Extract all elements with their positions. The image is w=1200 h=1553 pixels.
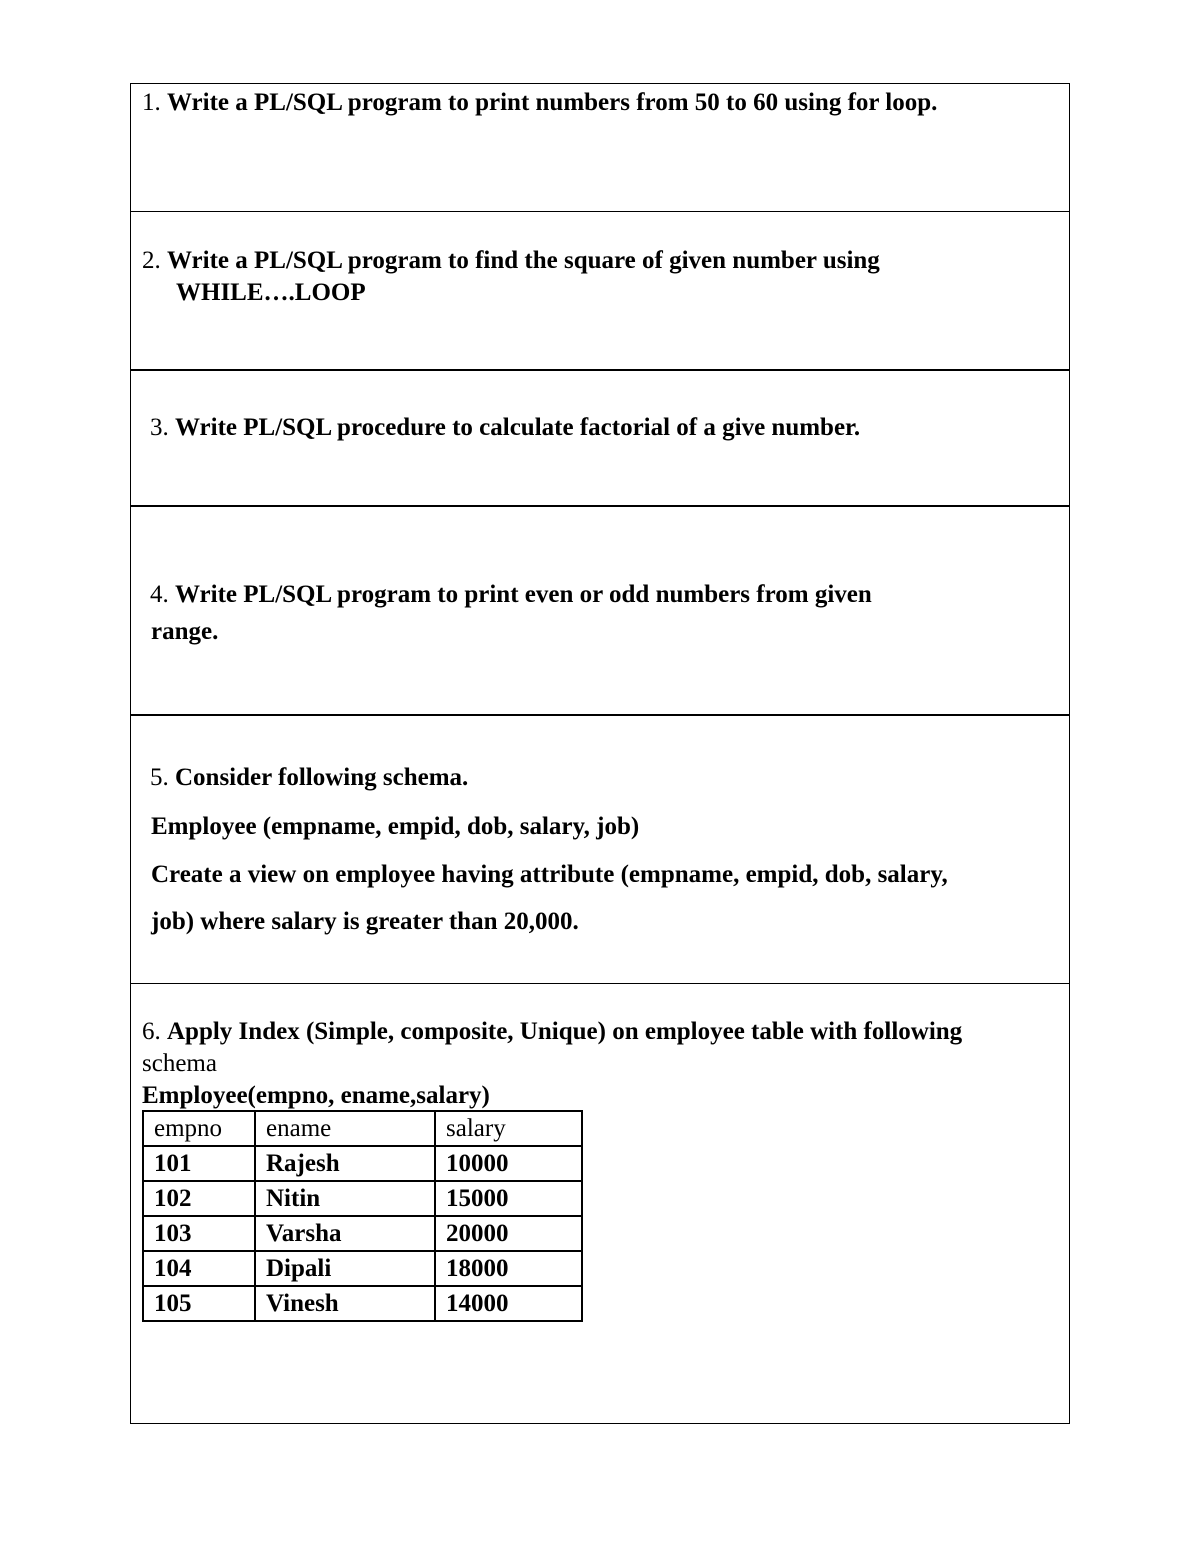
question-2: [142, 245, 880, 277]
table-row: [143, 1251, 582, 1286]
question-5-number: 5.: [150, 764, 169, 791]
question-1: [142, 87, 937, 119]
cell-salary: 14000: [435, 1286, 582, 1321]
cell-salary: 15000: [435, 1181, 582, 1216]
cell-salary: 20000: [435, 1216, 582, 1251]
cell-salary: 18000: [435, 1251, 582, 1286]
question-3-text: Write PL/SQL procedure to calculate factorial of a give number.: [175, 414, 861, 441]
question-sheet: [130, 83, 1070, 1424]
divider: [131, 369, 1069, 371]
cell-empno: 101: [143, 1146, 255, 1181]
question-4: [150, 579, 872, 611]
cell-salary: 10000: [435, 1146, 582, 1181]
cell-empno: 103: [143, 1216, 255, 1251]
divider: [131, 714, 1069, 716]
cell-empno: 102: [143, 1181, 255, 1216]
cell-ename: Nitin: [255, 1181, 435, 1216]
cell-ename: Vinesh: [255, 1286, 435, 1321]
question-6-text-line1: Apply Index (Simple, composite, Unique) on employee table with following: [167, 1018, 963, 1045]
cell-ename: Varsha: [255, 1216, 435, 1251]
question-5-text-line1: Consider following schema.: [175, 764, 469, 791]
question-4-number: 4.: [150, 581, 169, 608]
question-6: [142, 1016, 962, 1048]
question-3: [150, 412, 860, 444]
question-2-text-line2: WHILE….LOOP: [176, 279, 366, 306]
question-5-schema: Employee (empname, empid, dob, salary, job): [151, 813, 640, 840]
question-5-text-line4: job) where salary is greater than 20,000.: [151, 908, 579, 935]
table-header-row: [143, 1111, 582, 1146]
table-row: [143, 1146, 582, 1181]
question-6-number: 6.: [142, 1018, 161, 1045]
question-5-text-line3: Create a view on employee having attribute (empname, empid, dob, salary,: [151, 861, 948, 888]
column-header-empno: empno: [143, 1111, 255, 1146]
divider: [131, 983, 1069, 984]
employee-table: [142, 1110, 583, 1322]
cell-empno: 104: [143, 1251, 255, 1286]
cell-ename: Dipali: [255, 1251, 435, 1286]
table-row: [143, 1181, 582, 1216]
cell-ename: Rajesh: [255, 1146, 435, 1181]
question-6-text-line2: schema: [142, 1050, 217, 1077]
question-4-text-line2: range.: [151, 618, 219, 645]
column-header-salary: salary: [435, 1111, 582, 1146]
question-2-text-line1: Write a PL/SQL program to find the square of given number using: [167, 247, 880, 274]
question-6-schema: Employee(empno, ename,salary): [142, 1082, 490, 1109]
question-3-number: 3.: [150, 414, 169, 441]
question-1-text: Write a PL/SQL program to print numbers from 50 to 60 using for loop.: [167, 89, 938, 116]
question-2-number: 2.: [142, 247, 161, 274]
divider: [131, 505, 1069, 507]
table-row: [143, 1286, 582, 1321]
question-5: [150, 762, 468, 794]
question-1-number: 1.: [142, 89, 161, 116]
divider: [131, 211, 1069, 212]
column-header-ename: ename: [255, 1111, 435, 1146]
cell-empno: 105: [143, 1286, 255, 1321]
table-row: [143, 1216, 582, 1251]
question-4-text-line1: Write PL/SQL program to print even or odd numbers from given: [175, 581, 872, 608]
